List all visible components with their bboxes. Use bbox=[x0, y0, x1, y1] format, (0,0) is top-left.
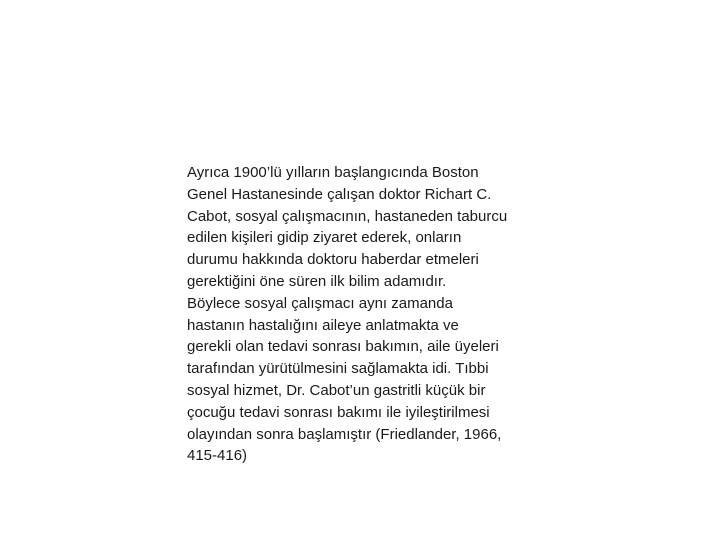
paragraph-line: hastanın hastalığını aileye anlatmakta ve bbox=[187, 316, 459, 334]
paragraph-line: 415-416) bbox=[187, 447, 248, 465]
paragraph-line: durumu hakkında doktoru haberdar etmeleri bbox=[187, 251, 479, 269]
paragraph-line: Ayrıca 1900’lü yılların başlangıcında Boston bbox=[187, 164, 479, 181]
paragraph-line: çocuğu tedavi sonrası bakımı ile iyileştirilmesi bbox=[187, 403, 490, 421]
paragraph-line: tarafından yürütülmesini sağlamakta idi. Tıbbi bbox=[187, 360, 489, 378]
paragraph-line: Genel Hastanesinde çalışan doktor Richart C. bbox=[187, 185, 492, 203]
body-paragraph bbox=[187, 162, 547, 467]
paragraph-line: Böylece sosyal çalışmacı aynı zamanda bbox=[187, 294, 453, 312]
paragraph-line: edilen kişileri gidip ziyaret ederek, onların bbox=[187, 229, 462, 247]
paragraph-line: gerekli olan tedavi sonrası bakımın, aile üyeleri bbox=[187, 338, 499, 356]
paragraph-line: olayından sonra başlamıştır (Friedlander, 1966, bbox=[187, 425, 502, 443]
paragraph-line: sosyal hizmet, Dr. Cabot’un gastritli küçük bir bbox=[187, 381, 486, 399]
paragraph-line: Cabot, sosyal çalışmacının, hastaneden taburcu bbox=[187, 207, 508, 225]
paragraph-line: gerektiğini öne süren ilk bilim adamıdır. bbox=[187, 272, 447, 290]
